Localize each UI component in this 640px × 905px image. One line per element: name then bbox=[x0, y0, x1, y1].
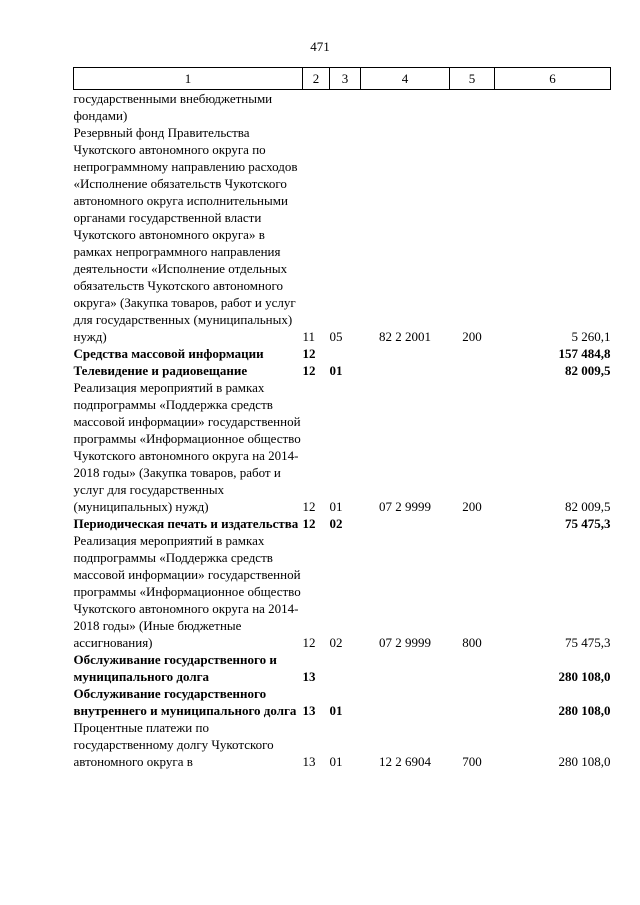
row-expense-type bbox=[450, 90, 495, 125]
table-row bbox=[74, 532, 611, 651]
page-number: 471 bbox=[310, 39, 330, 54]
row-target-code: 07 2 9999 bbox=[379, 499, 431, 514]
row-subsection: 01 bbox=[329, 754, 343, 769]
row-section: 13 bbox=[302, 754, 316, 769]
row-target-code: 12 2 6904 bbox=[379, 754, 431, 769]
table-row bbox=[74, 515, 611, 532]
column-header-5: 5 bbox=[450, 68, 495, 90]
row-target-code bbox=[361, 362, 450, 379]
row-name: Периодическая печать и издательства bbox=[73, 516, 299, 531]
column-header-4: 4 bbox=[361, 68, 450, 90]
row-amount: 82 009,5 bbox=[565, 499, 611, 514]
row-amount: 157 484,8 bbox=[558, 346, 611, 361]
row-subsection: 02 bbox=[329, 516, 343, 531]
table-row bbox=[74, 379, 611, 515]
row-expense-type: 200 bbox=[462, 329, 482, 344]
row-section: 12 bbox=[302, 346, 316, 361]
row-expense-type bbox=[450, 515, 495, 532]
row-name: Резервный фонд Правительства Чукотского автономного округа по непрограммному направлению расходов «Исполнение обязательств Чукотского автономного округа исполнительными органами государственной власти Чукотского автономного округа» в рамках непрограммного направления деятельности «Исполнение отдельных обязательств Чукотского автономного округа» (Закупка товаров, работ и услуг для государственных (муниципальных) нужд) bbox=[73, 125, 298, 344]
table-row bbox=[74, 345, 611, 362]
table-row bbox=[74, 124, 611, 345]
row-amount: 75 475,3 bbox=[565, 635, 611, 650]
row-section: 13 bbox=[302, 703, 316, 718]
table-row bbox=[74, 685, 611, 719]
row-amount: 82 009,5 bbox=[565, 363, 611, 378]
column-header-1: 1 bbox=[74, 68, 303, 90]
row-subsection: 01 bbox=[329, 499, 343, 514]
row-target-code bbox=[361, 90, 450, 125]
row-amount: 75 475,3 bbox=[565, 516, 611, 531]
row-section: 12 bbox=[302, 363, 316, 378]
row-subsection: 02 bbox=[329, 635, 343, 650]
column-header-3: 3 bbox=[330, 68, 361, 90]
row-section: 12 bbox=[302, 516, 316, 531]
row-expense-type: 700 bbox=[462, 754, 482, 769]
row-section: 11 bbox=[302, 329, 316, 344]
table-row bbox=[74, 651, 611, 685]
budget-table bbox=[73, 67, 611, 770]
row-target-code bbox=[361, 651, 450, 685]
row-subsection bbox=[330, 345, 361, 362]
row-expense-type bbox=[450, 685, 495, 719]
row-amount: 5 260,1 bbox=[571, 329, 611, 344]
row-subsection: 05 bbox=[329, 329, 343, 344]
row-subsection: 01 bbox=[329, 363, 343, 378]
row-name: Процентные платежи по государственному долгу Чукотского автономного округа в bbox=[73, 720, 274, 769]
row-target-code bbox=[361, 685, 450, 719]
row-name: государственными внебюджетными фондами) bbox=[73, 91, 273, 123]
row-expense-type bbox=[450, 362, 495, 379]
row-section bbox=[303, 90, 330, 125]
table-row bbox=[74, 90, 611, 125]
row-section: 12 bbox=[302, 499, 316, 514]
row-section: 12 bbox=[302, 635, 316, 650]
column-header-2: 2 bbox=[303, 68, 330, 90]
row-expense-type bbox=[450, 345, 495, 362]
row-amount: 280 108,0 bbox=[558, 669, 611, 684]
row-expense-type: 800 bbox=[462, 635, 482, 650]
row-name: Реализация мероприятий в рамках подпрограммы «Поддержка средств массовой информации» государственной программы «Информационное общество Чукотского автономного округа на 2014-2018 годы» (Закупка товаров, работ и услуг для государственных (муниципальных) нужд) bbox=[73, 380, 301, 514]
row-target-code bbox=[361, 515, 450, 532]
row-name: Обслуживание государственного внутреннего и муниципального долга bbox=[73, 686, 297, 718]
row-subsection bbox=[330, 651, 361, 685]
row-name: Обслуживание государственного и муниципального долга bbox=[73, 652, 277, 684]
row-target-code: 82 2 2001 bbox=[379, 329, 431, 344]
column-header-6: 6 bbox=[495, 68, 611, 90]
row-name: Реализация мероприятий в рамках подпрограммы «Поддержка средств массовой информации» государственной программы «Информационное общество Чукотского автономного округа на 2014-2018 годы» (Иные бюджетные ассигнования) bbox=[73, 533, 301, 650]
row-target-code bbox=[361, 345, 450, 362]
row-section: 13 bbox=[302, 669, 316, 684]
header-row bbox=[74, 68, 611, 90]
row-name: Средства массовой информации bbox=[73, 346, 264, 361]
table-row bbox=[74, 362, 611, 379]
row-subsection bbox=[330, 90, 361, 125]
row-expense-type: 200 bbox=[462, 499, 482, 514]
row-amount: 280 108,0 bbox=[558, 754, 611, 769]
row-amount: 280 108,0 bbox=[558, 703, 611, 718]
row-amount bbox=[495, 90, 611, 125]
row-name: Телевидение и радиовещание bbox=[73, 363, 248, 378]
row-expense-type bbox=[450, 651, 495, 685]
row-subsection: 01 bbox=[329, 703, 343, 718]
table-row bbox=[74, 719, 611, 770]
row-target-code: 07 2 9999 bbox=[379, 635, 431, 650]
